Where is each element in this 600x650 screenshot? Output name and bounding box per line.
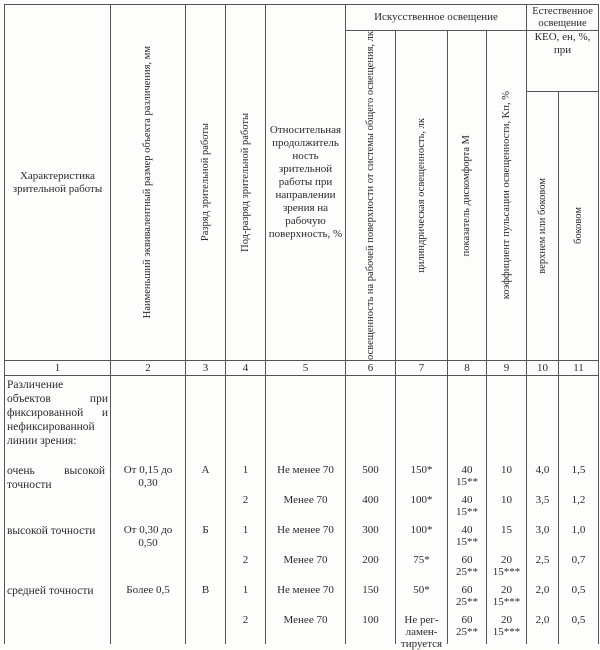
keo-side-value: 0,7: [571, 554, 586, 566]
discomfort-value: [448, 494, 486, 518]
characteristic-text: очень высокой точности: [7, 465, 105, 491]
size-column: [111, 376, 186, 644]
cylindrical-column: [396, 376, 448, 650]
discomfort-value-line: 60: [461, 614, 473, 626]
keo-side-value: 1,0: [571, 524, 586, 536]
header-cylindrical: цилиндрическая освещенность, лк: [415, 118, 427, 273]
header-min-size: Наименьший эквивалентный размер объекта различения, мм: [142, 46, 153, 319]
duration-value: Менее 70: [283, 554, 328, 566]
column-number: 1: [5, 361, 111, 376]
column-number: 2: [111, 361, 186, 376]
illuminance-value: 100: [362, 614, 379, 626]
cylindrical-value: 100*: [410, 524, 433, 536]
pulsation-value: [487, 614, 526, 638]
subcategory-value: 2: [242, 614, 249, 626]
header-keo-side: боковом: [572, 207, 584, 245]
keo-side-column: [559, 376, 599, 644]
duration-value: Не менее 70: [277, 524, 334, 536]
header-subcategory: Под-разряд зрительной работы: [239, 113, 251, 252]
column-number: 4: [226, 361, 266, 376]
duration-value: Не менее 70: [277, 584, 334, 596]
header-artificial-lighting: Искусственное освещение: [346, 5, 527, 31]
subcategory-value: 1: [242, 464, 249, 476]
cylindrical-value: 100*: [410, 494, 433, 506]
category-value: А: [201, 464, 210, 476]
header-pulsation: коэффициент пульсации освещенности, Kп, %: [500, 91, 512, 300]
pulsation-value-line: 20: [501, 554, 512, 566]
discomfort-value: [448, 584, 486, 608]
illuminance-column: [346, 376, 396, 644]
illuminance-value: 150: [362, 584, 379, 596]
duration-value: Менее 70: [283, 494, 328, 506]
cylindrical-value: 150*: [410, 464, 433, 476]
discomfort-value-line: 15**: [456, 506, 478, 518]
discomfort-value-line: 25**: [456, 596, 478, 608]
pulsation-value: [487, 464, 526, 476]
duration-value: Не менее 70: [277, 464, 334, 476]
keo-top-value: 2,0: [535, 584, 550, 596]
keo-side-value: 1,5: [571, 464, 586, 476]
discomfort-value-line: 60: [461, 554, 473, 566]
discomfort-value-line: 40: [461, 464, 473, 476]
keo-top-value: 2,0: [535, 614, 550, 626]
keo-side-value: 0,5: [571, 584, 586, 596]
keo-top-value: 3,0: [535, 524, 550, 536]
cylindrical-value: 75*: [413, 554, 430, 566]
category-value: Б: [202, 524, 209, 536]
discomfort-value-line: 40: [461, 524, 473, 536]
discomfort-value-line: 60: [461, 584, 473, 596]
subcategory-value: 2: [242, 494, 249, 506]
size-value: Более 0,5: [126, 584, 170, 596]
discomfort-value-line: 15**: [456, 536, 478, 548]
intro-text: Различение объектов при фиксированной и нефиксированной линии зрения:: [7, 379, 108, 447]
category-value: В: [201, 584, 210, 596]
header-category: Разряд зрительной работы: [199, 123, 211, 242]
keo-side-value: 1,2: [571, 494, 586, 506]
pulsation-value-line: 10: [501, 494, 512, 506]
duration-column: [266, 376, 346, 644]
header-duration: Относительная продолжитель ность зрительной работы при направлении зрения на рабочую поверхность, %: [266, 5, 346, 361]
illuminance-value: 400: [362, 494, 379, 506]
discomfort-value-line: 25**: [456, 566, 478, 578]
size-value: От 0,30 до 0,50: [123, 524, 173, 549]
pulsation-value-line: 15***: [492, 596, 521, 608]
pulsation-value-line: 15***: [492, 566, 521, 578]
header-natural-lighting: Естественное освещение: [527, 5, 599, 31]
category-column: [186, 376, 226, 644]
subcategory-value: 1: [242, 584, 249, 596]
discomfort-value-line: 25**: [456, 626, 478, 638]
discomfort-value-line: 15**: [456, 476, 478, 488]
keo-top-value: 4,0: [535, 464, 550, 476]
header-discomfort: показатель дискомфорта M: [461, 134, 472, 257]
discomfort-value-line: 40: [461, 494, 473, 506]
pulsation-value-line: 15***: [492, 626, 521, 638]
duration-value: Менее 70: [283, 614, 328, 626]
header-keo-top: верхнем или боковом: [536, 178, 548, 274]
column-number: 5: [266, 361, 346, 376]
discomfort-value: [448, 464, 486, 488]
pulsation-value: [487, 584, 526, 608]
discomfort-value: [448, 554, 486, 578]
illuminance-value: 300: [362, 524, 379, 536]
pulsation-value-line: 20: [501, 614, 512, 626]
pulsation-value: [487, 494, 526, 506]
characteristic-column: [5, 376, 111, 644]
keo-top-column: [527, 376, 559, 644]
pulsation-value: [487, 554, 526, 578]
cylindrical-value: 50*: [413, 584, 430, 596]
subcategory-value: 2: [242, 554, 249, 566]
subcategory-column: [226, 376, 266, 644]
discomfort-value: [448, 524, 486, 548]
column-number: 6: [346, 361, 396, 376]
keo-top-value: 2,5: [535, 554, 550, 566]
characteristic-text: высокой точности: [7, 525, 96, 537]
cylindrical-value: Не рег-ламен-тируется: [400, 614, 443, 650]
column-number: 7: [396, 361, 448, 376]
column-number: 3: [186, 361, 226, 376]
size-value: От 0,15 до 0,30: [123, 464, 173, 489]
subcategory-value: 1: [242, 524, 249, 536]
header-illuminance: освещенность на рабочей поверхности от системы общего освещения, лк: [364, 31, 376, 360]
column-numbers-row: [5, 361, 599, 376]
pulsation-value-line: 20: [501, 584, 512, 596]
pulsation-column: [487, 376, 527, 644]
column-number: 8: [448, 361, 487, 376]
pulsation-value-line: 15: [501, 524, 512, 536]
header-characteristic: Характеристика зрительной работы: [5, 5, 111, 361]
discomfort-column: [448, 376, 487, 644]
column-number: 11: [559, 361, 599, 376]
keo-side-value: 0,5: [571, 614, 586, 626]
illuminance-value: 200: [362, 554, 379, 566]
column-number: 9: [487, 361, 527, 376]
pulsation-value-line: 10: [501, 464, 512, 476]
header-keo: КЕО, eн, %, при: [527, 31, 599, 92]
pulsation-value: [487, 524, 526, 536]
characteristic-text: средней точности: [7, 585, 94, 597]
lighting-norms-table: [4, 4, 599, 650]
illuminance-value: 500: [362, 464, 379, 476]
keo-top-value: 3,5: [535, 494, 550, 506]
column-number: 10: [527, 361, 559, 376]
discomfort-value: [448, 614, 486, 638]
